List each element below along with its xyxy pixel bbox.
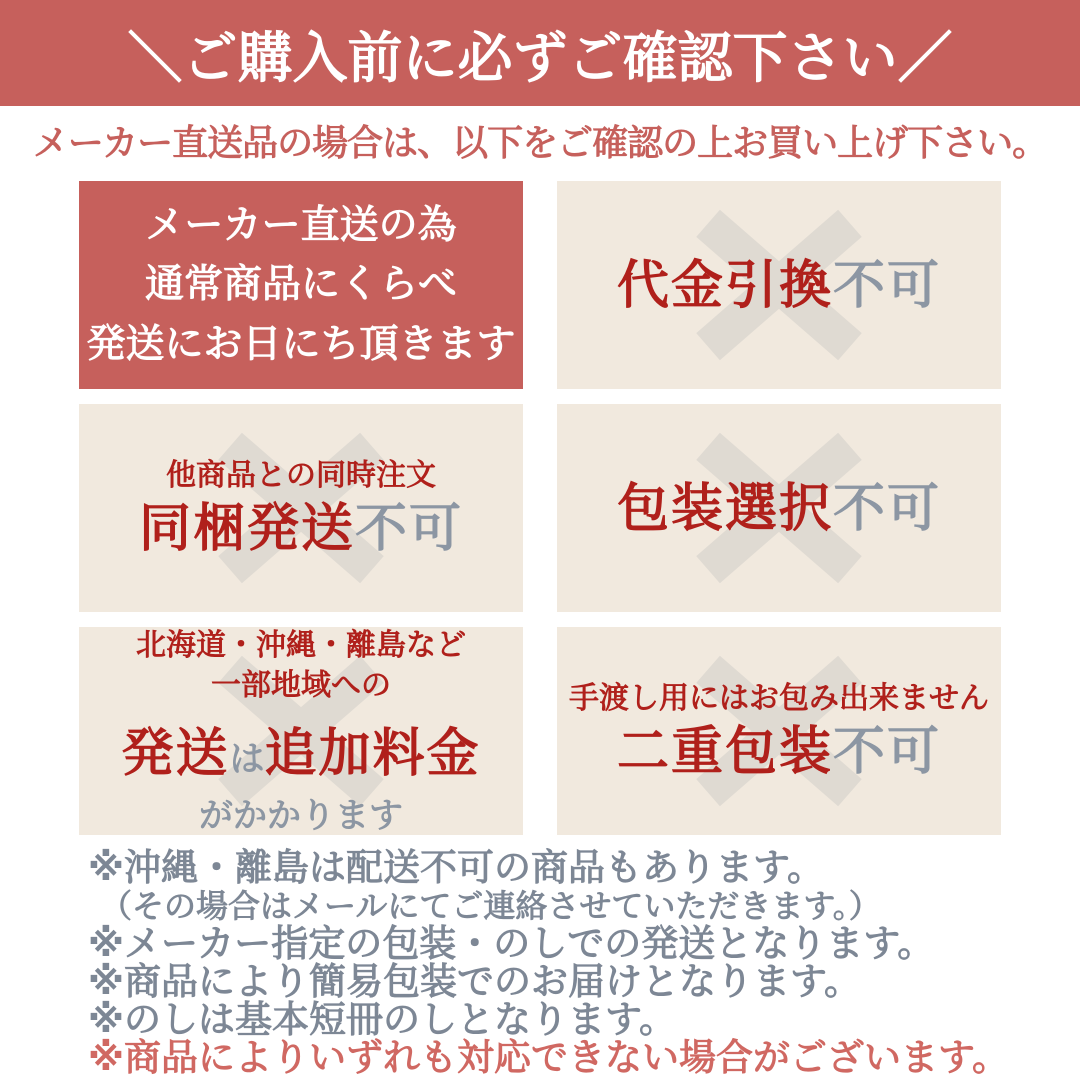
header-banner (0, 0, 1080, 106)
bundle-note: 他商品との同時注文 (166, 458, 436, 492)
footnote-okinawa: ※沖縄・離島は配送不可の商品もあります。 (88, 847, 825, 888)
double-wrap-note: 手渡し用にはお包み出来ません (569, 681, 989, 715)
footnote-maker-wrap: ※メーカー指定の包装・のしでの発送となります。 (88, 923, 935, 964)
card-bundle-not-available (79, 404, 523, 612)
footnote-noshi: ※のしは基本短冊のしとなります。 (88, 999, 677, 1040)
card-cod-not-available (557, 181, 1001, 389)
card-remote-area-fee (79, 627, 523, 835)
footnote-simple-wrap: ※商品により簡易包装でのお届けとなります。 (88, 961, 862, 1002)
direct-shipping-text: メーカー直送の為 通常商品にくらべ 発送にお日にち頂きます (86, 204, 516, 366)
card-double-wrap-not-available (557, 627, 1001, 835)
remote-fee-label: 発送は追加料金 (121, 724, 481, 783)
wrap-select-label: 包装選択不可 (616, 480, 942, 539)
intro-text: メーカー直送品の場合は、以下をご確認の上お買い上げ下さい。 (32, 122, 1048, 163)
header-banner-text: ＼ご購入前に必ずご確認下さい／ (127, 26, 953, 89)
footnote-email: （その場合はメールにてご連絡させていただきます。） (100, 888, 881, 924)
card-wrap-select-not-available (557, 404, 1001, 612)
card-direct-shipping (79, 181, 523, 389)
footnote-no-support: ※商品によりいずれも対応できない場合がございます。 (88, 1037, 1010, 1078)
cod-label: 代金引換不可 (616, 257, 942, 316)
remote-note-2: 一部地域への (210, 669, 391, 702)
bundle-label: 同梱発送不可 (138, 500, 464, 559)
notice-grid (0, 181, 1080, 835)
footnotes (88, 849, 1080, 1077)
remote-note-1: 北海道・沖縄・離島など (135, 628, 466, 662)
remote-fee-tail: がかかります (198, 796, 403, 835)
double-wrap-label: 二重包装不可 (616, 723, 942, 782)
